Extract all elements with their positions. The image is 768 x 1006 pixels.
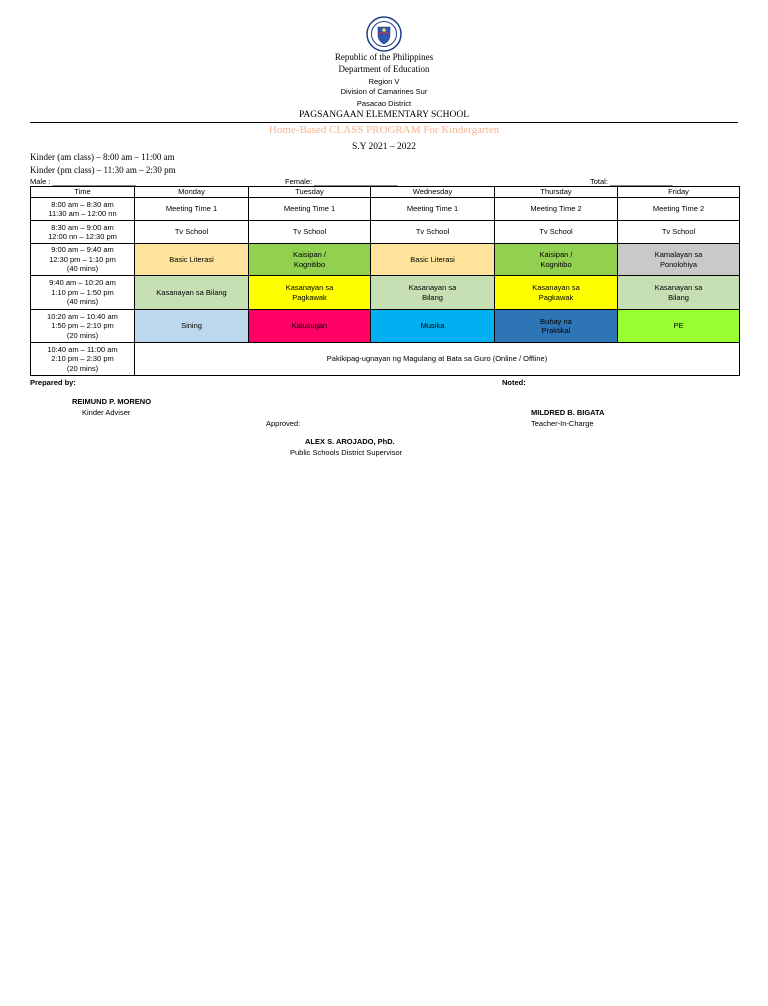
schedule-cell — [495, 310, 618, 343]
time-line: 9:00 am – 9:40 am — [51, 245, 114, 255]
schedule-cell — [618, 276, 740, 310]
time-line: 12:30 pm – 1:10 pm — [49, 254, 116, 264]
table-row — [31, 276, 740, 310]
female-label: Female: — [285, 177, 313, 186]
time-line: 8:30 am – 9:00 am — [51, 222, 114, 232]
noted-label: Noted: — [502, 378, 526, 387]
header-thursday: Thursday — [495, 187, 618, 198]
header-friday: Friday — [618, 187, 740, 198]
schedule-cell — [135, 276, 249, 310]
schedule-cell — [249, 310, 371, 343]
table-row — [31, 310, 740, 343]
cell-line: Musika — [420, 321, 445, 331]
schedule-cell — [371, 276, 495, 310]
teacher-in-charge-title: Teacher-In-Charge — [531, 419, 594, 428]
header-division: Division of Camarines Sur — [340, 87, 428, 96]
schedule-cell: Meeting Time 1 — [135, 198, 249, 221]
cell-line: Praktikal — [541, 326, 571, 335]
cell-line: Kalusugan — [291, 321, 328, 331]
time-cell — [31, 244, 135, 276]
school-year: S.Y 2021 – 2022 — [351, 142, 417, 152]
time-line: 11:30 am – 12:00 nn — [48, 209, 117, 218]
cell-line: Basic Literasi — [169, 254, 214, 264]
supervisor-name: ALEX S. AROJADO, PhD. — [305, 437, 395, 446]
deped-seal — [366, 16, 402, 52]
time-line: 1:50 pm – 2:10 pm — [51, 321, 114, 331]
schedule-cell — [249, 276, 371, 310]
cell-line: Pagkawak — [538, 292, 574, 302]
adviser-name: REIMUND P. MORENO — [72, 397, 152, 406]
cell-line: Sining — [181, 321, 202, 331]
header-divider — [30, 122, 738, 123]
table-header-row — [31, 187, 740, 198]
program-title: Home-Based CLASS PROGRAM For Kindergarten — [268, 124, 500, 136]
time-duration: (20 mins) — [66, 330, 99, 340]
table-row — [31, 198, 740, 221]
header-time: Time — [31, 187, 135, 198]
supervisor-title: Public Schools District Supervisor — [290, 448, 403, 457]
cell-line: Buhay na — [540, 316, 572, 326]
time-line: 9:40 am – 10:20 am — [49, 278, 116, 288]
cell-line: PE — [673, 321, 684, 331]
cell-line: Kasanayan sa Bilang — [156, 287, 227, 297]
header-republic: Republic of the Philippines — [334, 52, 434, 62]
male-count: Male : ____________________ — [30, 177, 136, 186]
class-program-table — [30, 186, 740, 376]
schedule-cell — [135, 310, 249, 343]
cell-line: Kaisipan / — [293, 250, 326, 259]
adviser-title: Kinder Adviser — [82, 408, 131, 417]
cell-line: Bilang — [668, 292, 689, 302]
cell-line: Kognitibo — [293, 259, 326, 269]
table-row — [31, 244, 740, 276]
time-cell — [31, 221, 135, 244]
cell-line: Kognitibo — [540, 259, 572, 269]
schedule-cell — [249, 244, 371, 276]
cell-line: Bilang — [422, 292, 443, 302]
male-label: Male : — [30, 177, 51, 186]
schedule-cell — [495, 244, 618, 276]
schedule-cell: Tv School — [495, 221, 618, 244]
merged-schedule-cell: Pakikipag-ugnayan ng Magulang at Bata sa Guro (Online / Offline) — [135, 343, 740, 376]
schedule-cell: Meeting Time 1 — [249, 198, 371, 221]
time-duration: (40 mins) — [66, 297, 99, 307]
cell-line: Kasanayan sa — [654, 283, 703, 292]
header-district: Pasacao District — [356, 99, 412, 108]
cell-line: Ponolohiya — [659, 259, 698, 269]
time-line: 1:10 pm – 1:50 pm — [51, 287, 114, 297]
schedule-cell — [371, 310, 495, 343]
table-row — [31, 221, 740, 244]
time-line: 10:20 am – 10:40 am — [47, 311, 118, 321]
schedule-cell: Tv School — [249, 221, 371, 244]
header-wednesday: Wednesday — [371, 187, 495, 198]
prepared-by-label: Prepared by: — [30, 378, 76, 387]
total-count: Total: _______________ — [590, 177, 673, 186]
cell-line: Kamalayan sa — [654, 250, 703, 259]
time-line: 8:00 am – 8:30 am — [51, 199, 114, 209]
cell-line: Kasanayan sa — [285, 283, 334, 292]
schedule-cell — [618, 244, 740, 276]
cell-line: Pagkawak — [292, 292, 327, 302]
cell-line: Kasanayan sa — [408, 283, 457, 292]
time-line: 2:10 pm – 2:30 pm — [51, 354, 114, 364]
schedule-cell: Meeting Time 1 — [371, 198, 495, 221]
header-tuesday: Tuesday — [249, 187, 371, 198]
schedule-cell: Meeting Time 2 — [495, 198, 618, 221]
schedule-cell: Tv School — [618, 221, 740, 244]
time-cell — [31, 310, 135, 343]
time-cell — [31, 276, 135, 310]
schedule-cell — [618, 310, 740, 343]
school-name: PAGSANGAAN ELEMENTARY SCHOOL — [298, 110, 470, 120]
cell-line: Basic Literasi — [410, 254, 455, 264]
teacher-in-charge-name: MILDRED B. BIGATA — [531, 408, 605, 417]
schedule-cell: Tv School — [135, 221, 249, 244]
female-count: Female: ____________________ — [285, 177, 398, 186]
kinder-am-schedule: Kinder (am class) – 8:00 am – 11:00 am — [30, 152, 175, 162]
time-line: 12:00 nn – 12:30 pm — [48, 232, 117, 241]
cell-line: Kasanayan sa — [532, 283, 580, 292]
approved-label: Approved: — [266, 419, 301, 428]
cell-line: Kaisipan / — [539, 250, 573, 259]
schedule-cell — [371, 244, 495, 276]
time-line: 10:40 am – 11:00 am — [47, 344, 118, 354]
header-monday: Monday — [135, 187, 249, 198]
schedule-cell: Tv School — [371, 221, 495, 244]
table-row — [31, 343, 740, 376]
time-duration: (40 mins) — [66, 264, 99, 274]
total-label: Total: — [590, 177, 608, 186]
header-region: Region V — [368, 77, 400, 86]
time-cell — [31, 343, 135, 376]
schedule-cell: Meeting Time 2 — [618, 198, 740, 221]
schedule-cell — [495, 276, 618, 310]
kinder-pm-schedule: Kinder (pm class) – 11:30 am – 2:30 pm — [30, 165, 176, 175]
time-cell — [31, 198, 135, 221]
header-department: Department of Education — [338, 64, 430, 74]
schedule-cell — [135, 244, 249, 276]
time-duration: (20 mins) — [66, 363, 99, 373]
